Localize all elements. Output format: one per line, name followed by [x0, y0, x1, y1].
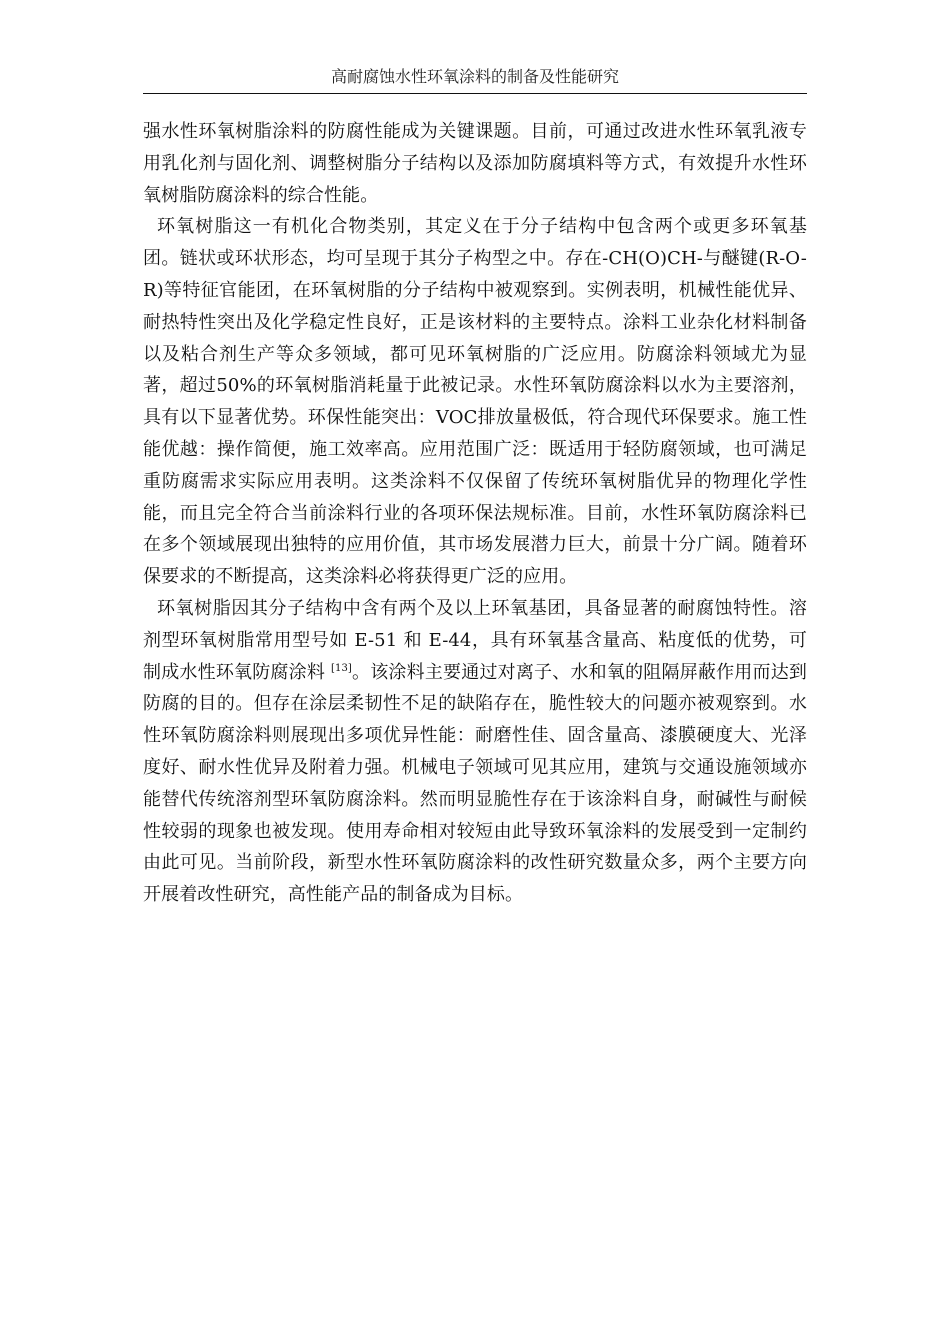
paragraph-3-part-2: 。该涂料主要通过对离子、水和氧的阻隔屏蔽作用而达到防腐的目的。但存在涂层柔韧性不足的缺陷存在，脆性较大的问题亦被观察到。水性环氧防腐涂料则展现出多项优异性能：耐磨性佳、固含量高、漆膜硬度大、光泽度好、耐水性优异及附着力强。机械电子领域可见其应用，建筑与交通设施领域亦能替代传统溶剂型环氧防腐涂料。然而明显脆性存在于该涂料自身，耐碱性与耐候性较弱的现象也被发现。使用寿命相对较短由此导致环氧涂料的发展受到一定制约由此可见。当前阶段，新型水性环氧防腐涂料的改性研究数量众多，两个主要方向开展着改性研究，高性能产品的制备成为目标。	[143, 661, 808, 906]
citation-ref-13: [13]	[330, 662, 352, 674]
paragraph-2: 环氧树脂这一有机化合物类别，其定义在于分子结构中包含两个或更多环氧基团。链状或环状形态，均可呈现于其分子构型之中。存在-CH(O)CH-与醚键(R-O-R)等特征官能团，在环氧树脂的分子结构中被观察到。实例表明，机械性能优异、耐热特性突出及化学稳定性良好，正是该材料的主要特点。涂料工业杂化材料制备以及粘合剂生产等众多领域，都可见环氧树脂的广泛应用。防腐涂料领域尤为显著，超过50%的环氧树脂消耗量于此被记录。水性环氧防腐涂料以水为主要溶剂，具有以下显著优势。环保性能突出：VOC排放量极低，符合现代环保要求。施工性能优越：操作简便，施工效率高。应用范围广泛：既适用于轻防腐领域，也可满足重防腐需求实际应用表明。这类涂料不仅保留了传统环氧树脂优异的物理化学性能，而且完全符合当前涂料行业的各项环保法规标准。目前，水性环氧防腐涂料已在多个领域展现出独特的应用价值，其市场发展潜力巨大，前景十分广阔。随着环保要求的不断提高，这类涂料必将获得更广泛的应用。	[143, 216, 807, 588]
header-rule	[143, 93, 807, 94]
running-header: 高耐腐蚀水性环氧涂料的制备及性能研究	[330, 67, 619, 86]
paragraph-3-part-1: 环氧树脂因其分子结构中含有两个及以上环氧基团，具备显著的耐腐蚀特性。溶剂型环氧树脂常用型号如 E-51 和 E-44，具有环氧基含量高、粘度低的优势，可制成水性环氧防腐涂料	[143, 597, 807, 683]
paragraph-3	[143, 593, 807, 911]
body-text	[143, 116, 807, 911]
paragraph-1: 强水性环氧树脂涂料的防腐性能成为关键课题。目前，可通过改进水性环氧乳液专用乳化剂与固化剂、调整树脂分子结构以及添加防腐填料等方式，有效提升水性环氧树脂防腐涂料的综合性能。	[143, 121, 807, 206]
